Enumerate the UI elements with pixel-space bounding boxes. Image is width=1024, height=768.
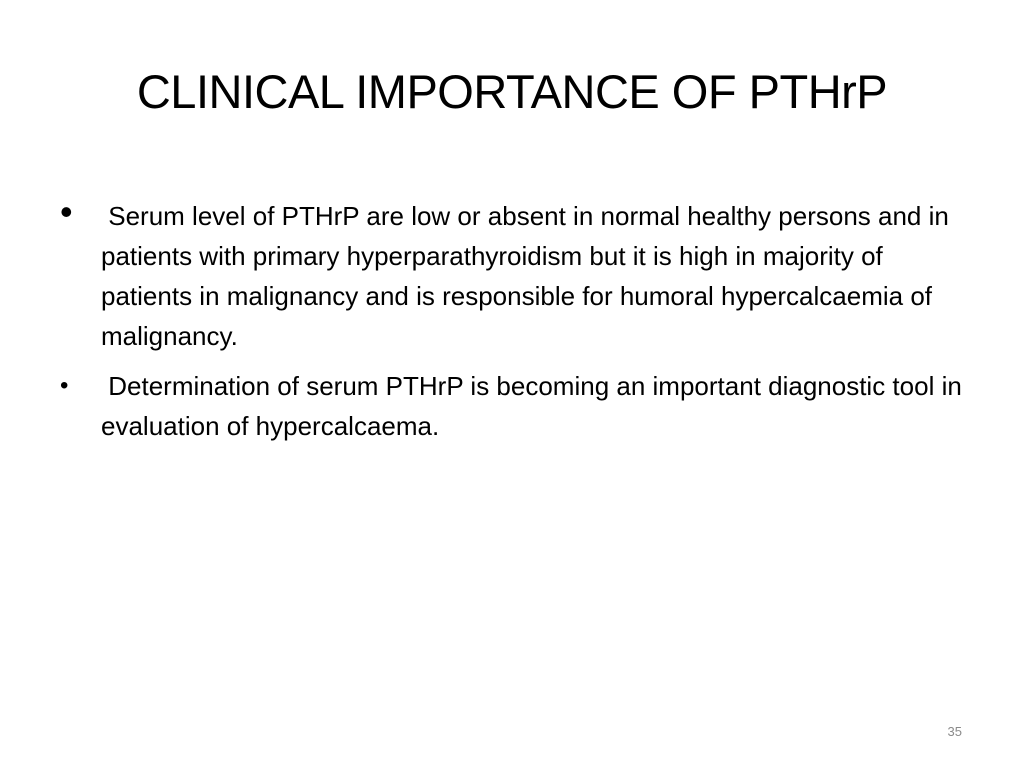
slide-number: 35 [947, 724, 962, 739]
bullet-item-2 [60, 366, 975, 446]
slide-title: CLINICAL IMPORTANCE OF PTHrP [136, 65, 888, 118]
bullet-text: Determination of serum PTHrP is becoming an important diagnostic tool in evaluation of hypercalcaema. [101, 371, 962, 441]
bullet-item-1 [60, 191, 975, 356]
bullet-list [60, 191, 975, 446]
bullet-icon: • [60, 191, 73, 232]
bullet-icon: • [60, 372, 69, 399]
bullet-text: Serum level of PTHrP are low or absent in normal healthy persons and in patients with primary hyperparathyroidism but it is high in majority of patients in malignancy and is responsible for humoral hypercalcaemia of malignancy. [101, 201, 949, 351]
